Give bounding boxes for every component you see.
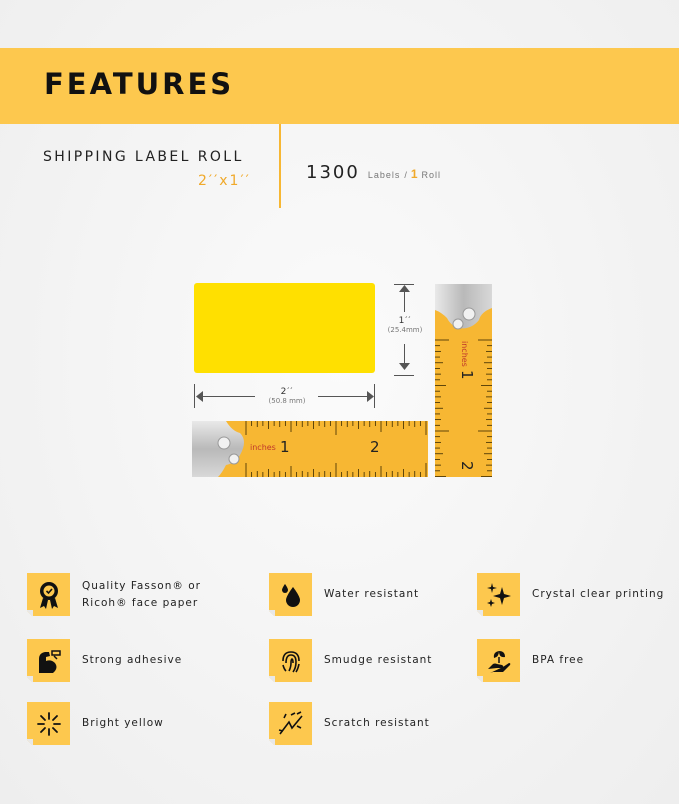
- vertical-tape-measure: [435, 284, 492, 477]
- height-dim-upper-line: [404, 290, 405, 312]
- feature-label: Crystal clear printing: [532, 588, 665, 600]
- feature-item: [269, 639, 432, 682]
- water-drop-icon: [269, 573, 312, 616]
- width-dim-label: [257, 387, 317, 405]
- width-dim-right-line: [318, 396, 368, 397]
- vertical-tape-unit: inches: [460, 341, 469, 367]
- feature-item: [27, 639, 182, 682]
- arrow-down-icon: [399, 362, 410, 370]
- label-sample: [194, 283, 375, 373]
- horizontal-tape-measure: [192, 421, 428, 477]
- width-dim-left-tick: [194, 384, 195, 408]
- vertical-tape-mark-1: 1: [458, 370, 476, 380]
- height-dim-sub: (25.4mm): [387, 326, 423, 334]
- width-dim-right-tick: [374, 384, 375, 408]
- horizontal-tape-unit: inches: [250, 443, 276, 452]
- fingerprint-icon: [269, 639, 312, 682]
- height-dim-label: [385, 316, 425, 334]
- feature-label: BPA free: [532, 654, 585, 666]
- leaf-hand-icon: [477, 639, 520, 682]
- arrow-up-icon: [399, 285, 410, 293]
- horizontal-tape-mark-1: 1: [280, 438, 290, 456]
- height-dim-bottom-tick: [394, 375, 414, 376]
- width-dim-main: 2′′: [280, 387, 294, 397]
- feature-label: Quality Fasson® or Ricoh® face paper: [82, 579, 201, 609]
- width-dim-sub: (50.8 mm): [268, 397, 306, 405]
- roll-word: Roll: [421, 170, 442, 180]
- product-name: SHIPPING LABEL ROLL: [43, 149, 244, 165]
- strong-arm-icon: [27, 639, 70, 682]
- width-dim-left-line: [200, 396, 255, 397]
- feature-item: [477, 573, 664, 616]
- feature-item: [27, 573, 201, 616]
- feature-label: Bright yellow: [82, 717, 164, 729]
- feature-label: Strong adhesive: [82, 654, 183, 666]
- feature-item: [477, 639, 584, 682]
- feature-item: [269, 573, 419, 616]
- roll-count: 1: [410, 167, 418, 181]
- feature-label: Water resistant: [324, 588, 420, 600]
- arrow-left-icon: [196, 391, 204, 402]
- label-count: [306, 162, 441, 183]
- feature-item: [269, 702, 430, 745]
- divider: [279, 124, 281, 208]
- horizontal-tape-mark-2: 2: [370, 438, 380, 456]
- vertical-tape-mark-2: 2: [458, 461, 476, 471]
- product-size: 2′′x1′′: [198, 173, 251, 189]
- award-ribbon-icon: [27, 573, 70, 616]
- feature-label: Smudge resistant: [324, 654, 433, 666]
- features-banner: [0, 48, 679, 124]
- sparkle-icon: [477, 573, 520, 616]
- scratch-icon: [269, 702, 312, 745]
- labels-word: Labels: [367, 170, 401, 180]
- count-separator: /: [404, 170, 407, 180]
- banner-title: FEATURES: [44, 67, 235, 101]
- feature-item: [27, 702, 164, 745]
- feature-label: Scratch resistant: [324, 717, 430, 729]
- height-dim-main: 1′′: [398, 316, 412, 326]
- arrow-right-icon: [366, 391, 374, 402]
- sunburst-icon: [27, 702, 70, 745]
- label-count-number: 1300: [306, 162, 360, 183]
